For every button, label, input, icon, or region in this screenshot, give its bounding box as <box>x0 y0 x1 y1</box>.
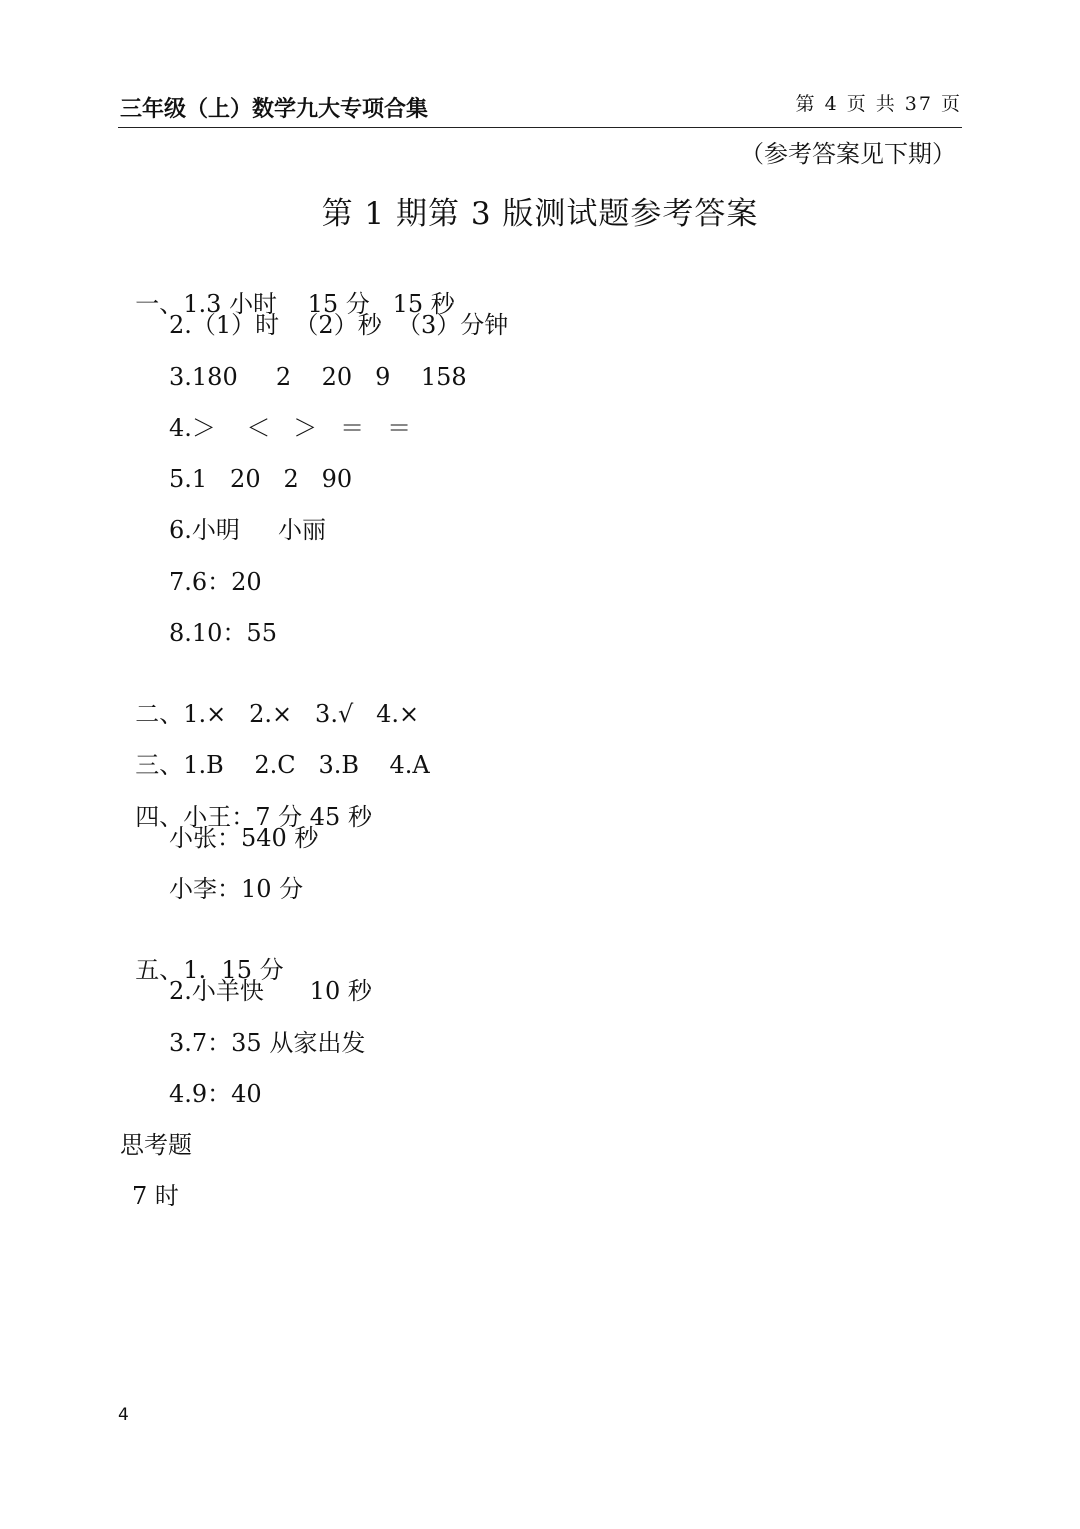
answer-line: 4.9：40 <box>169 1080 262 1108</box>
answer-text: 1.3 小时 15 分 15 秒 <box>183 290 455 318</box>
thinking-answer: 7 时 <box>132 1182 179 1210</box>
section-prefix: 四、 <box>135 803 184 831</box>
section-prefix: 二、 <box>135 700 184 728</box>
answers-note: （参考答案见下期） <box>740 140 956 168</box>
page-number: 4 <box>118 1405 129 1425</box>
answer-line: 6.小明 小丽 <box>169 516 327 544</box>
answer-line: 小张：540 秒 <box>169 824 319 852</box>
book-title: 三年级（上）数学九大专项合集 <box>120 97 429 122</box>
answer-line: 7.6：20 <box>169 568 262 596</box>
header-rule <box>118 127 962 128</box>
answer-line: 4.＞ ＜ ＞ ＝ ＝ <box>169 414 412 442</box>
answer-text: 1.B 2.C 3.B 4.A <box>183 751 430 779</box>
page-info: 第 4 页 共 37 页 <box>795 93 962 115</box>
answer-line: 8.10：55 <box>169 619 277 647</box>
thinking-heading: 思考题 <box>120 1131 192 1159</box>
page-title: 第 1 期第 3 版测试题参考答案 <box>321 196 759 232</box>
answer-line: 5.1 20 2 90 <box>169 465 353 493</box>
answer-line <box>120 720 430 780</box>
section-prefix: 一、 <box>135 290 184 318</box>
answer-text: 小王：7 分 45 秒 <box>183 803 372 831</box>
answer-text: 1. 15 分 <box>183 956 284 984</box>
answer-line: 小李：10 分 <box>169 875 304 903</box>
answer-line: 2.（1）时 （2）秒 （3）分钟 <box>169 311 509 339</box>
answer-line: 2.小羊快 10 秒 <box>169 977 372 1005</box>
section-prefix: 三、 <box>135 751 184 779</box>
answer-line: 3.180 2 20 9 158 <box>169 363 467 391</box>
answer-line: 3.7：35 从家出发 <box>169 1029 366 1057</box>
section-prefix: 五、 <box>135 956 184 984</box>
answer-text: 1.× 2.× 3.√ 4.× <box>183 700 420 728</box>
